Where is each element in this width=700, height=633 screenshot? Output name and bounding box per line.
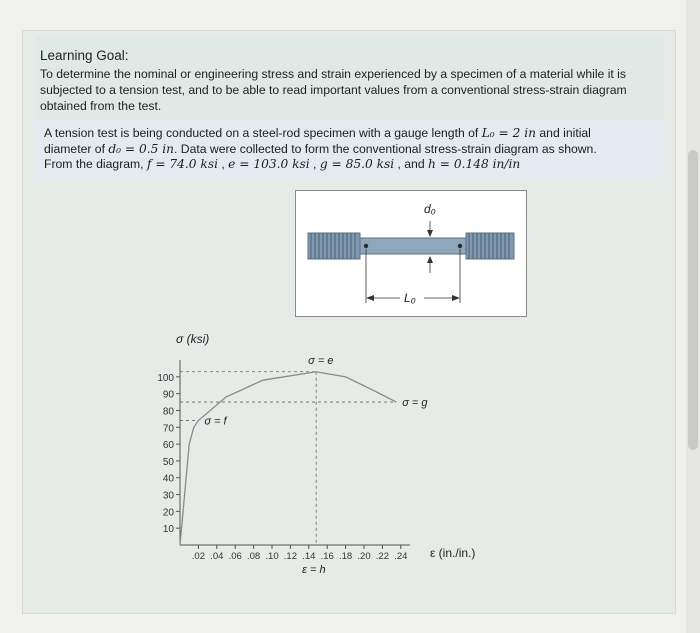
left-thread bbox=[308, 233, 360, 259]
x-axis-label: ε (in./in.) bbox=[430, 546, 476, 560]
x-tick-label: .22 bbox=[375, 551, 390, 562]
scrollbar[interactable] bbox=[686, 0, 700, 633]
problem-statement bbox=[44, 126, 660, 173]
y-tick-label: 80 bbox=[162, 406, 174, 418]
L0-symbol: L₀ bbox=[481, 126, 495, 140]
x-tick-label: .04 bbox=[210, 551, 224, 562]
learning-goal-title: Learning Goal: bbox=[40, 48, 129, 63]
g-annotation: σ = g bbox=[402, 397, 428, 410]
y-tick-label: 40 bbox=[162, 473, 174, 485]
L0-value: = 2 in bbox=[494, 126, 537, 140]
x-tick-label: .02 bbox=[191, 551, 206, 562]
x-tick-label: .12 bbox=[283, 551, 298, 562]
y-tick-label: 20 bbox=[162, 507, 174, 519]
y-tick-label: 30 bbox=[162, 490, 174, 502]
y-tick-label: 60 bbox=[162, 440, 174, 452]
x-tick-label: .08 bbox=[246, 551, 261, 562]
y-axis-label: σ (ksi) bbox=[176, 332, 210, 346]
stress-strain-chart bbox=[140, 325, 660, 595]
h-value: h = 0.148 in/in bbox=[428, 157, 521, 171]
y-tick-label: 70 bbox=[162, 423, 174, 435]
problem-line2a: diameter of bbox=[44, 141, 109, 156]
problem-line1b: and initial bbox=[536, 126, 591, 140]
y-tick-label: 10 bbox=[162, 524, 174, 536]
y-tick-label: 90 bbox=[162, 389, 174, 401]
stress-strain-curve bbox=[180, 372, 396, 545]
x-tick-label: .06 bbox=[228, 551, 242, 562]
right-thread bbox=[466, 233, 514, 259]
x-tick-label: .24 bbox=[394, 551, 408, 562]
separator-2: , bbox=[309, 157, 320, 171]
y-tick-label: 50 bbox=[162, 456, 174, 468]
x-tick-label: .20 bbox=[357, 551, 371, 562]
e-value: e = 103.0 ksi bbox=[228, 157, 310, 171]
chart-svg bbox=[140, 325, 660, 595]
x-tick-label: .18 bbox=[338, 551, 353, 562]
y-tick-label: 100 bbox=[157, 372, 174, 384]
scrollbar-thumb[interactable] bbox=[688, 150, 698, 450]
e-annotation: σ = e bbox=[308, 354, 334, 367]
h-annotation: ε = h bbox=[302, 564, 326, 576]
problem-line1: A tension test is being conducted on a steel-rod specimen with a gauge length of bbox=[44, 126, 479, 140]
d0-value: = 0.5 in bbox=[121, 141, 175, 156]
problem-line3a: From the diagram, bbox=[44, 157, 147, 171]
x-tick-label: .16 bbox=[320, 551, 334, 562]
and-text: , and bbox=[394, 157, 429, 171]
specimen-svg bbox=[296, 191, 526, 316]
d0-label: d₀ bbox=[424, 202, 436, 216]
d0-symbol: d₀ bbox=[108, 141, 122, 156]
x-tick-label: .14 bbox=[302, 551, 316, 562]
f-annotation: σ = f bbox=[204, 415, 227, 428]
g-value: g = 85.0 ksi bbox=[319, 157, 395, 171]
separator-1: , bbox=[217, 157, 229, 171]
gauge-mark-left bbox=[364, 244, 368, 248]
problem-line2b: . Data were collected to form the conventional stress-strain diagram as shown. bbox=[174, 141, 597, 156]
gauge-mark-right bbox=[458, 244, 462, 248]
f-value: f = 74.0 ksi bbox=[146, 157, 218, 171]
L0-label: L₀ bbox=[404, 291, 416, 305]
learning-goal-text: To determine the nominal or engineering stress and strain experienced by a specimen of a material while it is subjected to a tension test, and to be able to read important values from a conventional stress-strain diagram obtained from the test. bbox=[40, 67, 627, 113]
specimen-shaft bbox=[360, 238, 466, 254]
specimen-figure bbox=[295, 190, 527, 317]
x-tick-label: .10 bbox=[265, 551, 279, 562]
